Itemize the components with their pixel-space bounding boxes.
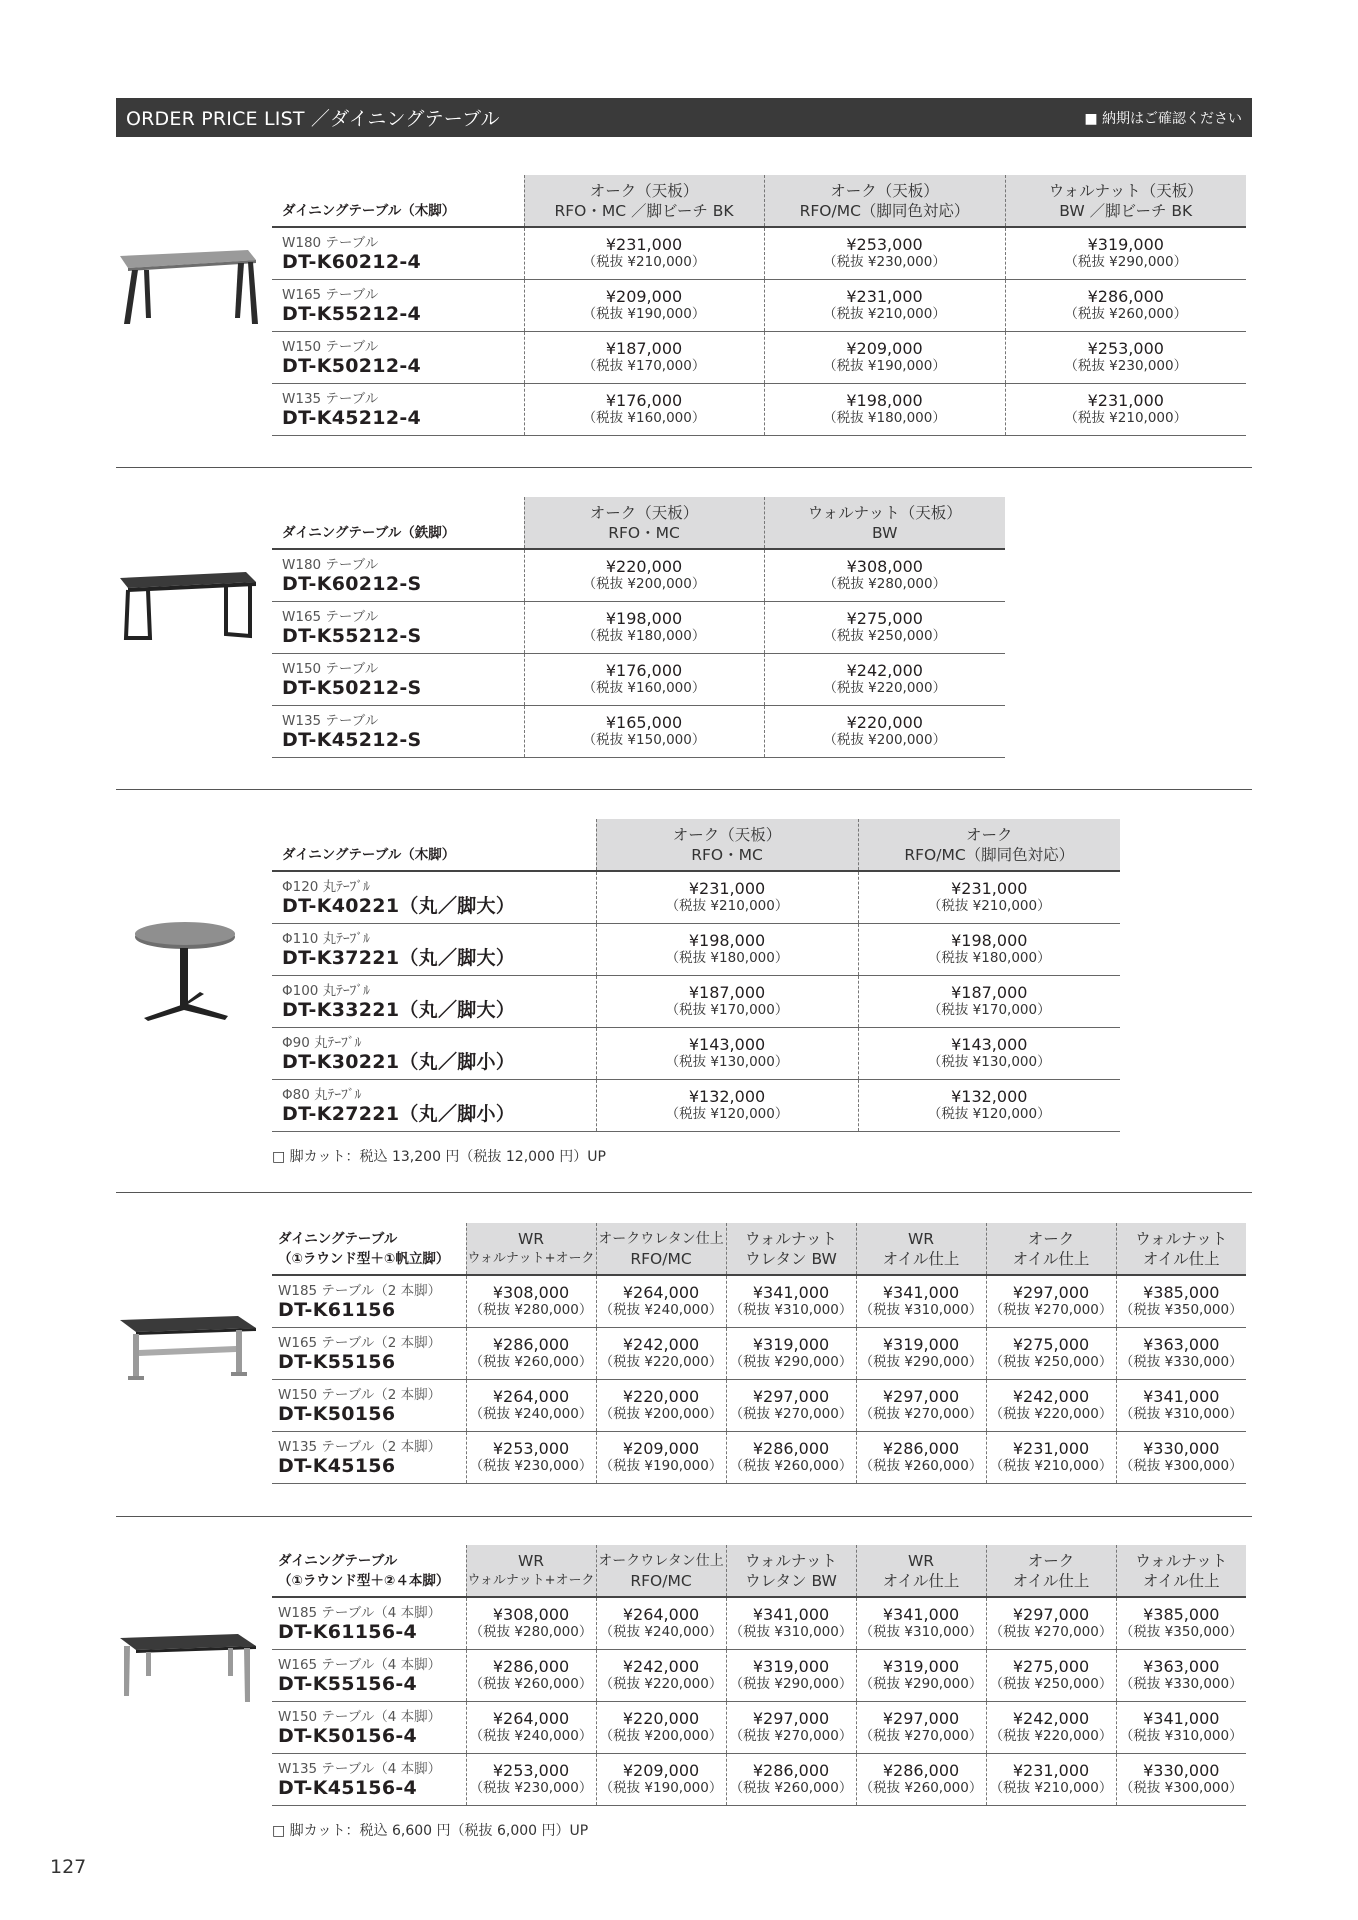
model-code: DT-K37221（丸／脚大） bbox=[282, 947, 516, 969]
price: ¥187,000 bbox=[605, 339, 683, 358]
price: ¥319,000 bbox=[882, 1335, 960, 1354]
size-label: W150 テーブル bbox=[282, 339, 379, 355]
price-excl-tax: （税抜 ¥260,000） bbox=[729, 1780, 853, 1796]
model-code: DT-K61156 bbox=[278, 1299, 396, 1322]
steel-leg-table-image bbox=[118, 568, 258, 648]
size-label: W165 テーブル（2 本脚） bbox=[278, 1335, 442, 1351]
price: ¥253,000 bbox=[846, 235, 923, 255]
price: ¥242,000 bbox=[846, 661, 923, 680]
price: ¥209,000 bbox=[846, 339, 923, 358]
price-excl-tax: （税抜 ¥200,000） bbox=[823, 732, 947, 748]
price: ¥330,000 bbox=[1143, 1761, 1220, 1780]
price-excl-tax: （税抜 ¥260,000） bbox=[1064, 306, 1188, 322]
price-excl-tax: （税抜 ¥260,000） bbox=[469, 1676, 593, 1692]
table-row bbox=[272, 705, 1005, 757]
price-excl-tax: （税抜 ¥160,000） bbox=[582, 410, 706, 426]
price-excl-tax: （税抜 ¥270,000） bbox=[729, 1406, 853, 1422]
column-header: ウォルナット オイル仕上 bbox=[1116, 1223, 1246, 1275]
price-excl-tax: （税抜 ¥220,000） bbox=[989, 1406, 1113, 1422]
price: ¥286,000 bbox=[1087, 287, 1164, 306]
price-excl-tax: （税抜 ¥290,000） bbox=[729, 1676, 853, 1692]
price-excl-tax: （税抜 ¥290,000） bbox=[859, 1354, 983, 1370]
model-code: DT-K55156 bbox=[278, 1351, 396, 1373]
size-label: Φ110 丸ﾃｰﾌﾞﾙ bbox=[282, 931, 370, 947]
page-number: 127 bbox=[50, 1856, 87, 1878]
price-excl-tax: （税抜 ¥200,000） bbox=[599, 1728, 723, 1744]
price: ¥242,000 bbox=[1012, 1709, 1090, 1728]
table-row bbox=[272, 383, 1246, 435]
table-row bbox=[272, 923, 1120, 975]
price: ¥297,000 bbox=[752, 1709, 830, 1728]
price-excl-tax: （税抜 ¥220,000） bbox=[823, 680, 947, 696]
table-row bbox=[272, 1079, 1120, 1131]
price: ¥209,000 bbox=[605, 287, 683, 306]
size-label: W165 テーブル bbox=[282, 287, 379, 303]
price: ¥220,000 bbox=[846, 713, 923, 732]
price-table-round bbox=[272, 819, 1120, 1132]
price: ¥165,000 bbox=[605, 713, 683, 732]
price: ¥286,000 bbox=[882, 1761, 960, 1780]
price: ¥176,000 bbox=[605, 661, 683, 680]
price-excl-tax: （税抜 ¥160,000） bbox=[582, 680, 706, 696]
table-row bbox=[272, 653, 1005, 705]
price: ¥231,000 bbox=[1087, 391, 1164, 410]
price-excl-tax: （税抜 ¥220,000） bbox=[989, 1728, 1113, 1744]
size-label: W135 テーブル bbox=[282, 713, 379, 729]
price: ¥132,000 bbox=[688, 1087, 766, 1106]
price-excl-tax: （税抜 ¥240,000） bbox=[469, 1406, 593, 1422]
price: ¥264,000 bbox=[622, 1605, 700, 1625]
price: ¥231,000 bbox=[846, 287, 923, 306]
price-excl-tax: （税抜 ¥210,000） bbox=[1064, 410, 1188, 426]
model-code: DT-K60212-4 bbox=[282, 251, 422, 274]
section-divider bbox=[116, 1516, 1252, 1517]
size-label: Φ120 丸ﾃｰﾌﾞﾙ bbox=[282, 879, 370, 896]
column-header: ウォルナット ウレタン BW bbox=[726, 1223, 856, 1275]
section-divider bbox=[116, 1192, 1252, 1193]
size-label: W180 テーブル bbox=[282, 235, 379, 252]
leg-cut-note: □ 脚カット：税込 6,600 円（税抜 6,000 円）UP bbox=[272, 1823, 589, 1839]
price-excl-tax: （税抜 ¥240,000） bbox=[469, 1728, 593, 1744]
column-header: オーク オイル仕上 bbox=[986, 1545, 1116, 1597]
price-excl-tax: （税抜 ¥230,000） bbox=[469, 1458, 593, 1474]
price-excl-tax: （税抜 ¥270,000） bbox=[729, 1728, 853, 1744]
price: ¥198,000 bbox=[846, 391, 923, 410]
column-header: WR オイル仕上 bbox=[856, 1545, 986, 1597]
price-excl-tax: （税抜 ¥240,000） bbox=[599, 1624, 723, 1641]
price-excl-tax: （税抜 ¥190,000） bbox=[582, 306, 706, 322]
table-label: ダイニングテーブル（鉄脚） bbox=[272, 497, 524, 549]
model-code: DT-K45212-S bbox=[282, 729, 422, 751]
round-table-image bbox=[130, 920, 240, 1025]
size-label: W135 テーブル bbox=[282, 391, 379, 407]
column-header: ウォルナット オイル仕上 bbox=[1116, 1545, 1246, 1597]
table-row bbox=[272, 1701, 1246, 1753]
price-excl-tax: （税抜 ¥170,000） bbox=[582, 358, 706, 374]
price-excl-tax: （税抜 ¥330,000） bbox=[1119, 1354, 1243, 1370]
column-header: オーク（天板） RFO・MC bbox=[524, 497, 764, 549]
size-label: W150 テーブル（4 本脚） bbox=[278, 1709, 442, 1725]
model-code: DT-K45212-4 bbox=[282, 407, 422, 429]
price: ¥242,000 bbox=[622, 1657, 700, 1676]
price: ¥209,000 bbox=[622, 1761, 700, 1780]
column-header: オーク オイル仕上 bbox=[986, 1223, 1116, 1275]
price: ¥308,000 bbox=[846, 557, 923, 577]
model-code: DT-K55212-4 bbox=[282, 303, 422, 325]
table-row bbox=[272, 975, 1120, 1027]
price: ¥220,000 bbox=[605, 557, 683, 577]
price: ¥319,000 bbox=[1087, 235, 1164, 255]
price-excl-tax: （税抜 ¥290,000） bbox=[859, 1676, 983, 1692]
price-excl-tax: （税抜 ¥120,000） bbox=[927, 1106, 1051, 1122]
price-excl-tax: （税抜 ¥210,000） bbox=[989, 1780, 1113, 1796]
price: ¥286,000 bbox=[492, 1657, 570, 1676]
price: ¥231,000 bbox=[688, 879, 766, 899]
table-row bbox=[272, 601, 1005, 653]
price-table-steel-leg bbox=[272, 497, 1005, 758]
price: ¥242,000 bbox=[622, 1335, 700, 1354]
price: ¥242,000 bbox=[1012, 1387, 1090, 1406]
size-label: W135 テーブル（4 本脚） bbox=[278, 1761, 442, 1777]
price: ¥231,000 bbox=[605, 235, 683, 255]
model-code: DT-K45156 bbox=[278, 1455, 396, 1477]
price: ¥187,000 bbox=[688, 983, 766, 1002]
size-label: Φ80 丸ﾃｰﾌﾞﾙ bbox=[282, 1087, 362, 1103]
size-label: W165 テーブル bbox=[282, 609, 379, 625]
price-excl-tax: （税抜 ¥350,000） bbox=[1119, 1302, 1243, 1319]
table-row bbox=[272, 1379, 1246, 1431]
column-header: オーク（天板） RFO/MC（脚同色対応） bbox=[764, 175, 1005, 227]
column-header: オーク RFO/MC（脚同色対応） bbox=[858, 819, 1120, 871]
price-excl-tax: （税抜 ¥210,000） bbox=[665, 898, 789, 915]
price: ¥297,000 bbox=[1012, 1283, 1090, 1303]
model-code: DT-K61156-4 bbox=[278, 1621, 418, 1644]
round-top-panel-leg-table-image bbox=[118, 1312, 258, 1392]
price-excl-tax: （税抜 ¥200,000） bbox=[599, 1406, 723, 1422]
price: ¥231,000 bbox=[1012, 1761, 1090, 1780]
price-excl-tax: （税抜 ¥230,000） bbox=[1064, 358, 1188, 374]
price: ¥319,000 bbox=[752, 1335, 830, 1354]
price: ¥198,000 bbox=[951, 931, 1028, 950]
model-code: DT-K30221（丸／脚小） bbox=[282, 1051, 516, 1073]
column-header: オーク（天板） RFO・MC ／脚ビーチ BK bbox=[524, 175, 764, 227]
table-row bbox=[272, 1597, 1246, 1649]
table-row bbox=[272, 1431, 1246, 1483]
price-excl-tax: （税抜 ¥280,000） bbox=[469, 1624, 593, 1641]
page-title: ORDER PRICE LIST ／ダイニングテーブル bbox=[126, 108, 500, 130]
price: ¥341,000 bbox=[1143, 1387, 1220, 1406]
price: ¥253,000 bbox=[492, 1439, 570, 1458]
price: ¥132,000 bbox=[951, 1087, 1028, 1106]
price: ¥231,000 bbox=[1012, 1439, 1090, 1458]
price: ¥363,000 bbox=[1143, 1335, 1220, 1354]
size-label: W185 テーブル（4 本脚） bbox=[278, 1605, 442, 1622]
column-header: ウォルナット（天板） BW bbox=[764, 497, 1005, 549]
price: ¥385,000 bbox=[1143, 1605, 1220, 1625]
price: ¥319,000 bbox=[882, 1657, 960, 1676]
model-code: DT-K55212-S bbox=[282, 625, 422, 647]
price-table-round-four-leg bbox=[272, 1545, 1246, 1806]
price: ¥341,000 bbox=[752, 1283, 830, 1303]
price-table-wood-leg bbox=[272, 175, 1246, 436]
price: ¥220,000 bbox=[622, 1709, 700, 1728]
price: ¥286,000 bbox=[882, 1439, 960, 1458]
price-excl-tax: （税抜 ¥310,000） bbox=[859, 1302, 983, 1319]
price: ¥187,000 bbox=[951, 983, 1028, 1002]
table-label: ダイニングテーブル（木脚） bbox=[272, 819, 596, 871]
size-label: W165 テーブル（4 本脚） bbox=[278, 1657, 442, 1673]
price-excl-tax: （税抜 ¥280,000） bbox=[823, 576, 947, 593]
model-code: DT-K55156-4 bbox=[278, 1673, 418, 1695]
model-code: DT-K27221（丸／脚小） bbox=[282, 1103, 516, 1125]
price: ¥286,000 bbox=[492, 1335, 570, 1354]
model-code: DT-K50156-4 bbox=[278, 1725, 418, 1747]
model-code: DT-K50156 bbox=[278, 1403, 396, 1425]
table-row bbox=[272, 279, 1246, 331]
price: ¥330,000 bbox=[1143, 1439, 1220, 1458]
price-excl-tax: （税抜 ¥280,000） bbox=[469, 1302, 593, 1319]
price: ¥176,000 bbox=[605, 391, 683, 410]
table-row bbox=[272, 331, 1246, 383]
model-code: DT-K50212-4 bbox=[282, 355, 422, 377]
price-excl-tax: （税抜 ¥350,000） bbox=[1119, 1624, 1243, 1641]
price-excl-tax: （税抜 ¥290,000） bbox=[1064, 254, 1188, 271]
price-excl-tax: （税抜 ¥180,000） bbox=[823, 410, 946, 426]
price: ¥297,000 bbox=[752, 1387, 830, 1406]
price-excl-tax: （税抜 ¥230,000） bbox=[469, 1780, 593, 1796]
price-excl-tax: （税抜 ¥290,000） bbox=[729, 1354, 853, 1370]
price: ¥198,000 bbox=[605, 609, 683, 628]
table-row bbox=[272, 1327, 1246, 1379]
table-row bbox=[272, 1753, 1246, 1805]
price-excl-tax: （税抜 ¥210,000） bbox=[927, 898, 1051, 915]
model-code: DT-K40221（丸／脚大） bbox=[282, 895, 516, 918]
price-excl-tax: （税抜 ¥130,000） bbox=[665, 1054, 789, 1070]
price: ¥209,000 bbox=[622, 1439, 700, 1458]
price-excl-tax: （税抜 ¥180,000） bbox=[927, 950, 1051, 966]
section-divider bbox=[116, 789, 1252, 790]
table-row bbox=[272, 1275, 1246, 1327]
price-excl-tax: （税抜 ¥260,000） bbox=[469, 1354, 593, 1370]
price-table-round-panel-leg bbox=[272, 1223, 1246, 1484]
price-excl-tax: （税抜 ¥250,000） bbox=[989, 1676, 1113, 1692]
delivery-note: ■ 納期はご確認ください bbox=[1084, 110, 1242, 127]
price: ¥143,000 bbox=[951, 1035, 1028, 1054]
price: ¥319,000 bbox=[752, 1657, 830, 1676]
column-header: WR ウォルナット+オーク bbox=[466, 1223, 596, 1275]
price: ¥143,000 bbox=[688, 1035, 766, 1054]
table-row bbox=[272, 871, 1120, 923]
price-excl-tax: （税抜 ¥150,000） bbox=[582, 732, 706, 748]
price-excl-tax: （税抜 ¥240,000） bbox=[599, 1302, 723, 1319]
price-excl-tax: （税抜 ¥170,000） bbox=[665, 1002, 789, 1018]
price: ¥275,000 bbox=[846, 609, 923, 628]
price-excl-tax: （税抜 ¥270,000） bbox=[989, 1302, 1113, 1319]
table-label: ダイニングテーブル（木脚） bbox=[272, 175, 524, 227]
price-excl-tax: （税抜 ¥310,000） bbox=[729, 1302, 853, 1319]
table-label: ダイニングテーブル （①ラウンド型＋①帆立脚） bbox=[272, 1223, 466, 1275]
section-divider bbox=[116, 467, 1252, 468]
price-excl-tax: （税抜 ¥250,000） bbox=[823, 628, 947, 644]
column-header: WR ウォルナット+オーク bbox=[466, 1545, 596, 1597]
model-code: DT-K60212-S bbox=[282, 573, 422, 596]
price-excl-tax: （税抜 ¥190,000） bbox=[599, 1458, 723, 1474]
price-excl-tax: （税抜 ¥190,000） bbox=[823, 358, 946, 374]
price: ¥385,000 bbox=[1143, 1283, 1220, 1303]
price: ¥231,000 bbox=[951, 879, 1028, 899]
price-excl-tax: （税抜 ¥310,000） bbox=[1119, 1406, 1243, 1422]
price-excl-tax: （税抜 ¥250,000） bbox=[989, 1354, 1113, 1370]
price-excl-tax: （税抜 ¥190,000） bbox=[599, 1780, 723, 1796]
price-excl-tax: （税抜 ¥170,000） bbox=[927, 1002, 1051, 1018]
price: ¥363,000 bbox=[1143, 1657, 1220, 1676]
price: ¥341,000 bbox=[752, 1605, 830, 1625]
price-excl-tax: （税抜 ¥210,000） bbox=[582, 254, 706, 271]
size-label: W180 テーブル bbox=[282, 557, 379, 574]
price-excl-tax: （税抜 ¥310,000） bbox=[1119, 1728, 1243, 1744]
price: ¥297,000 bbox=[1012, 1605, 1090, 1625]
price-excl-tax: （税抜 ¥260,000） bbox=[859, 1780, 983, 1796]
price: ¥275,000 bbox=[1012, 1657, 1090, 1676]
price-excl-tax: （税抜 ¥300,000） bbox=[1119, 1458, 1243, 1474]
price: ¥297,000 bbox=[882, 1387, 960, 1406]
round-top-four-leg-table-image bbox=[118, 1630, 258, 1712]
price-excl-tax: （税抜 ¥130,000） bbox=[927, 1054, 1051, 1070]
price-excl-tax: （税抜 ¥270,000） bbox=[859, 1406, 983, 1422]
column-header: オークウレタン仕上 RFO/MC bbox=[596, 1223, 726, 1275]
price: ¥286,000 bbox=[752, 1439, 830, 1458]
price: ¥264,000 bbox=[492, 1387, 570, 1406]
price-excl-tax: （税抜 ¥220,000） bbox=[599, 1354, 723, 1370]
column-header: ウォルナット ウレタン BW bbox=[726, 1545, 856, 1597]
price-excl-tax: （税抜 ¥260,000） bbox=[859, 1458, 983, 1474]
table-row bbox=[272, 227, 1246, 279]
price-excl-tax: （税抜 ¥310,000） bbox=[729, 1624, 853, 1641]
wood-leg-table-image bbox=[118, 248, 258, 328]
price: ¥264,000 bbox=[622, 1283, 700, 1303]
leg-cut-note: □ 脚カット：税込 13,200 円（税抜 12,000 円）UP bbox=[272, 1149, 606, 1165]
table-label: ダイニングテーブル （①ラウンド型＋②４本脚） bbox=[272, 1545, 466, 1597]
model-code: DT-K50212-S bbox=[282, 677, 422, 699]
price-excl-tax: （税抜 ¥310,000） bbox=[859, 1624, 983, 1641]
price-excl-tax: （税抜 ¥210,000） bbox=[823, 306, 946, 322]
size-label: W185 テーブル（2 本脚） bbox=[278, 1283, 442, 1300]
table-row bbox=[272, 1027, 1120, 1079]
price-excl-tax: （税抜 ¥200,000） bbox=[582, 576, 706, 593]
column-header: オークウレタン仕上 RFO/MC bbox=[596, 1545, 726, 1597]
price: ¥341,000 bbox=[882, 1283, 960, 1303]
price: ¥341,000 bbox=[1143, 1709, 1220, 1728]
price-excl-tax: （税抜 ¥120,000） bbox=[665, 1106, 789, 1122]
price-excl-tax: （税抜 ¥270,000） bbox=[859, 1728, 983, 1744]
size-label: W150 テーブル bbox=[282, 661, 379, 677]
price-excl-tax: （税抜 ¥210,000） bbox=[989, 1458, 1113, 1474]
column-header: ウォルナット（天板） BW ／脚ビーチ BK bbox=[1005, 175, 1246, 227]
price-excl-tax: （税抜 ¥180,000） bbox=[582, 628, 706, 644]
price: ¥275,000 bbox=[1012, 1335, 1090, 1354]
price: ¥220,000 bbox=[622, 1387, 700, 1406]
price: ¥308,000 bbox=[492, 1283, 570, 1303]
price-excl-tax: （税抜 ¥230,000） bbox=[823, 254, 946, 271]
price: ¥253,000 bbox=[492, 1761, 570, 1780]
model-code: DT-K45156-4 bbox=[278, 1777, 418, 1799]
price: ¥341,000 bbox=[882, 1605, 960, 1625]
size-label: W135 テーブル（2 本脚） bbox=[278, 1439, 442, 1455]
price: ¥198,000 bbox=[688, 931, 766, 950]
model-code: DT-K33221（丸／脚大） bbox=[282, 999, 516, 1021]
price: ¥286,000 bbox=[752, 1761, 830, 1780]
price: ¥297,000 bbox=[882, 1709, 960, 1728]
table-row bbox=[272, 549, 1005, 601]
column-header: WR オイル仕上 bbox=[856, 1223, 986, 1275]
price-excl-tax: （税抜 ¥220,000） bbox=[599, 1676, 723, 1692]
price-excl-tax: （税抜 ¥270,000） bbox=[989, 1624, 1113, 1641]
price-excl-tax: （税抜 ¥330,000） bbox=[1119, 1676, 1243, 1692]
size-label: Φ100 丸ﾃｰﾌﾞﾙ bbox=[282, 983, 370, 999]
header-bar bbox=[116, 98, 1252, 137]
size-label: W150 テーブル（2 本脚） bbox=[278, 1387, 442, 1403]
price-excl-tax: （税抜 ¥260,000） bbox=[729, 1458, 853, 1474]
price: ¥308,000 bbox=[492, 1605, 570, 1625]
table-row bbox=[272, 1649, 1246, 1701]
price: ¥264,000 bbox=[492, 1709, 570, 1728]
size-label: Φ90 丸ﾃｰﾌﾞﾙ bbox=[282, 1035, 362, 1051]
column-header: オーク（天板） RFO・MC bbox=[596, 819, 858, 871]
price: ¥253,000 bbox=[1087, 339, 1164, 358]
price-excl-tax: （税抜 ¥180,000） bbox=[665, 950, 789, 966]
price-excl-tax: （税抜 ¥300,000） bbox=[1119, 1780, 1243, 1796]
